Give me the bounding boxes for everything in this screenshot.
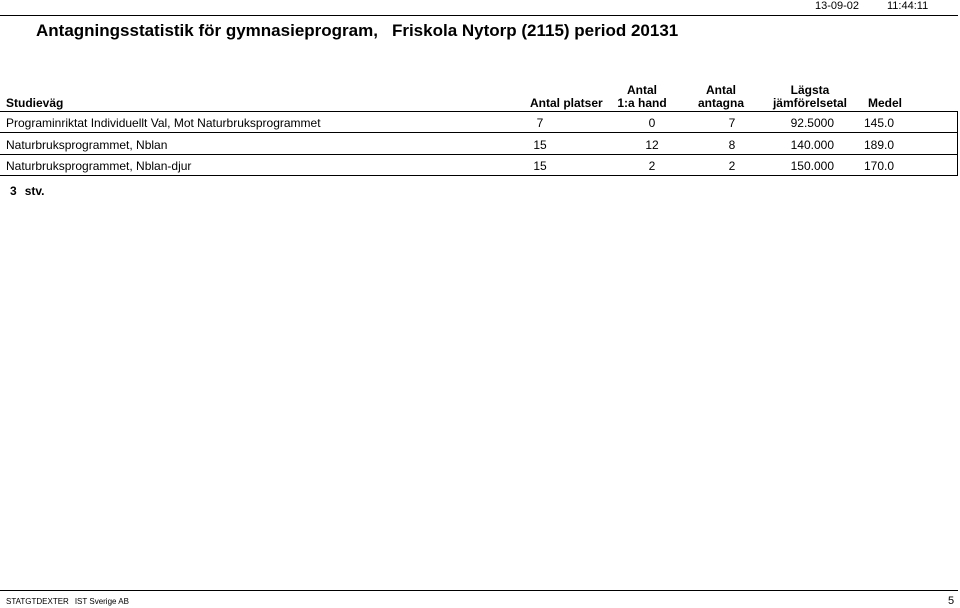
row-medel: 189.0	[863, 138, 894, 152]
row-antal-forsta-hand: 12	[645, 138, 659, 152]
title-part-1: Antagningsstatistik för gymnasieprogram,	[36, 21, 378, 40]
row-lagsta-jamforelsetal: 92.5000	[790, 116, 834, 130]
row-count-summary	[10, 184, 44, 198]
row-antal-forsta-hand: 2	[648, 159, 656, 173]
footer-report-code: STATGTDEXTER	[6, 597, 69, 606]
row-count-unit: stv.	[24, 184, 45, 198]
column-header-studievag: Studieväg	[6, 96, 64, 110]
table-right-border	[957, 111, 958, 175]
column-header-lagsta-jamforelsetal	[770, 84, 850, 110]
table-bottom-rule	[0, 175, 958, 176]
row-antal-antagna: 2	[728, 159, 736, 173]
table-row	[0, 111, 958, 132]
column-header-antal-antagna	[694, 84, 748, 110]
column-header-lagsta-line1: Lägsta	[790, 83, 830, 97]
row-count: 3	[10, 184, 17, 198]
row-studievag: Naturbruksprogrammet, Nblan	[6, 138, 168, 152]
column-header-lagsta-line2: jämförelsetal	[772, 96, 848, 110]
row-antal-antagna: 7	[728, 116, 736, 130]
page-number: 5	[948, 595, 955, 607]
column-header-medel: Medel	[868, 96, 903, 110]
column-header-antal-forsta-hand	[610, 84, 674, 110]
report-date: 13-09-02	[815, 0, 860, 12]
row-antal-forsta-hand: 0	[648, 116, 656, 130]
title-part-2: Friskola Nytorp (2115) period 20131	[391, 21, 679, 40]
column-header-antal-antagna-line2: antagna	[697, 96, 744, 110]
row-antal-antagna: 8	[728, 138, 736, 152]
report-title	[36, 21, 678, 41]
column-header-antal-antagna-line1: Antal	[706, 83, 736, 97]
row-medel: 170.0	[863, 159, 894, 173]
row-studievag: Programinriktat Individuellt Val, Mot Naturbruksprogrammet	[6, 116, 321, 130]
row-antal-platser: 15	[533, 159, 547, 173]
row-antal-platser: 7	[536, 116, 544, 130]
row-lagsta-jamforelsetal: 150.000	[790, 159, 834, 173]
row-medel: 145.0	[863, 116, 894, 130]
footer-divider	[0, 590, 958, 591]
row-antal-platser: 15	[533, 138, 547, 152]
column-header-antal-platser: Antal platser	[530, 96, 603, 110]
footer-company: IST Sverige AB	[74, 597, 129, 606]
footer-source	[6, 597, 129, 606]
table-row	[0, 154, 958, 175]
report-time: 11:44:11	[887, 0, 929, 12]
column-header-antal-forsta-hand-line2: 1:a hand	[617, 96, 667, 110]
row-lagsta-jamforelsetal: 140.000	[790, 138, 834, 152]
header-divider	[0, 15, 958, 16]
column-header-antal-forsta-hand-line1: Antal	[627, 83, 657, 97]
table-row	[0, 133, 958, 154]
row-studievag: Naturbruksprogrammet, Nblan-djur	[6, 159, 192, 173]
